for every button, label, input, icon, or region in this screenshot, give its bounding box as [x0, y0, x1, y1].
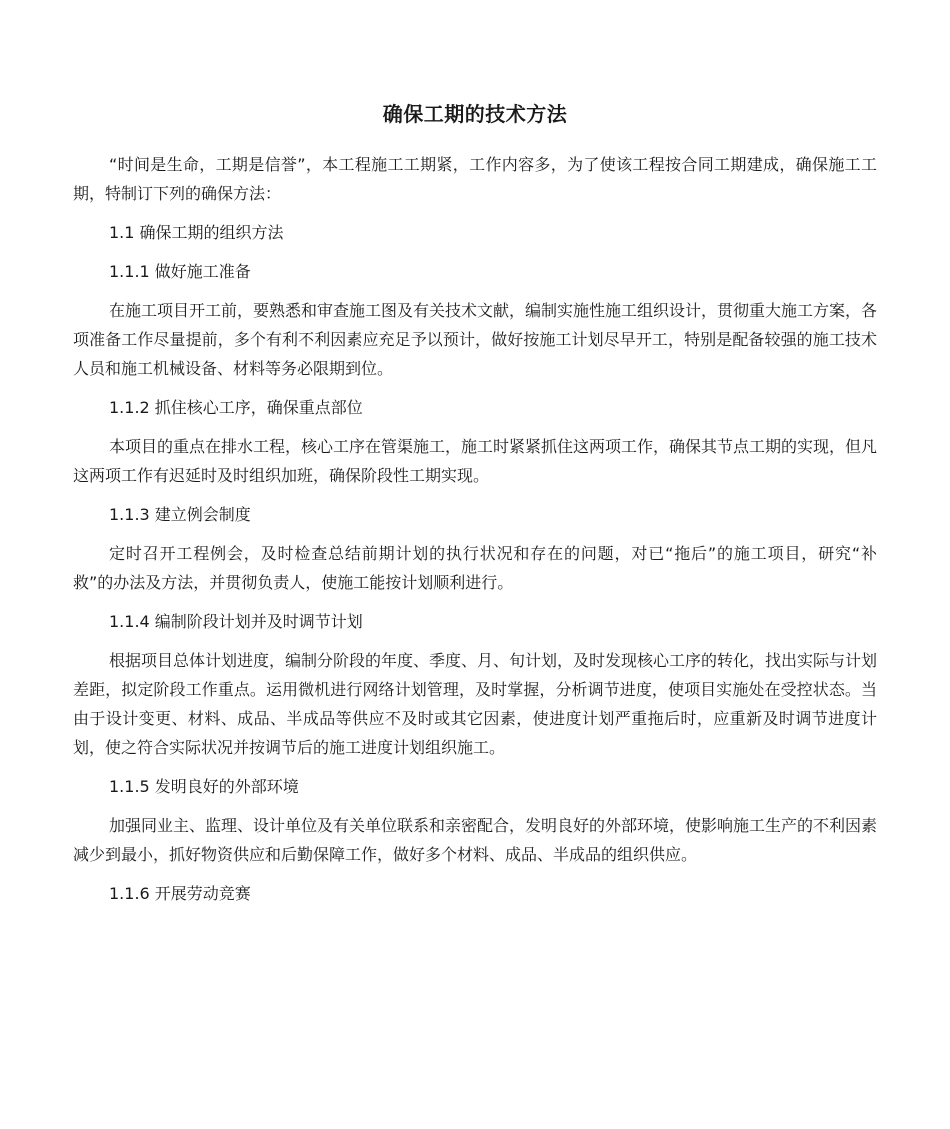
section-heading-1-1-5: 1.1.5 发明良好的外部环境	[109, 777, 299, 796]
section-body-1-1-4: 根据项目总体计划进度，编制分阶段的年度、季度、月、旬计划，及时发现核心工序的转化，找出实际与计划差距，拟定阶段工作重点。运用微机进行网络计划管理，及时掌握，分析调节进度，使项目实施处在受控状态。当由于设计变更、材料、成品、半成品等供应不及时或其它因素，使进度计划严重拖后时，应重新及时调节进度计划，使之符合实际状况并按调节后的施工进度计划组织施工。	[73, 651, 878, 757]
section-body-1-1-3: 定时召开工程例会，及时检查总结前期计划的执行状况和存在的问题，对已“拖后”的施工项目，研究“补救”的办法及方法，并贯彻负责人，使施工能按计划顺利进行。	[73, 544, 877, 592]
intro-paragraph: “时间是生命，工期是信誉”，本工程施工工期紧，工作内容多，为了使该工程按合同工期建成，确保施工工期，特制订下列的确保方法：	[73, 155, 877, 203]
section-body-1-1-2: 本项目的重点在排水工程，核心工序在管渠施工，施工时紧紧抓住这两项工作，确保其节点工期的实现，但凡这两项工作有迟延时及时组织加班，确保阶段性工期实现。	[73, 437, 878, 485]
section-heading-1-1: 1.1 确保工期的组织方法	[109, 223, 284, 242]
document-title: 确保工期的技术方法	[382, 102, 568, 126]
section-heading-1-1-3: 1.1.3 建立例会制度	[109, 505, 251, 524]
section-heading-1-1-2: 1.1.2 抓住核心工序，确保重点部位	[109, 398, 363, 417]
document-page	[73, 0, 877, 908]
section-heading-1-1-1: 1.1.1 做好施工准备	[109, 262, 251, 281]
section-heading-1-1-6: 1.1.6 开展劳动竞赛	[109, 884, 251, 903]
section-body-1-1-1: 在施工项目开工前，要熟悉和审查施工图及有关技术文献，编制实施性施工组织设计，贯彻重大施工方案，各项准备工作尽量提前，多个有利不利因素应充足予以预计，做好按施工计划尽早开工，特别是配备较强的施工技术人员和施工机械设备、材料等务必限期到位。	[73, 301, 878, 378]
section-body-1-1-5: 加强同业主、监理、设计单位及有关单位联系和亲密配合，发明良好的外部环境，使影响施工生产的不利因素减少到最小，抓好物资供应和后勤保障工作，做好多个材料、成品、半成品的组织供应。	[73, 816, 878, 864]
section-heading-1-1-4: 1.1.4 编制阶段计划并及时调节计划	[109, 612, 363, 631]
